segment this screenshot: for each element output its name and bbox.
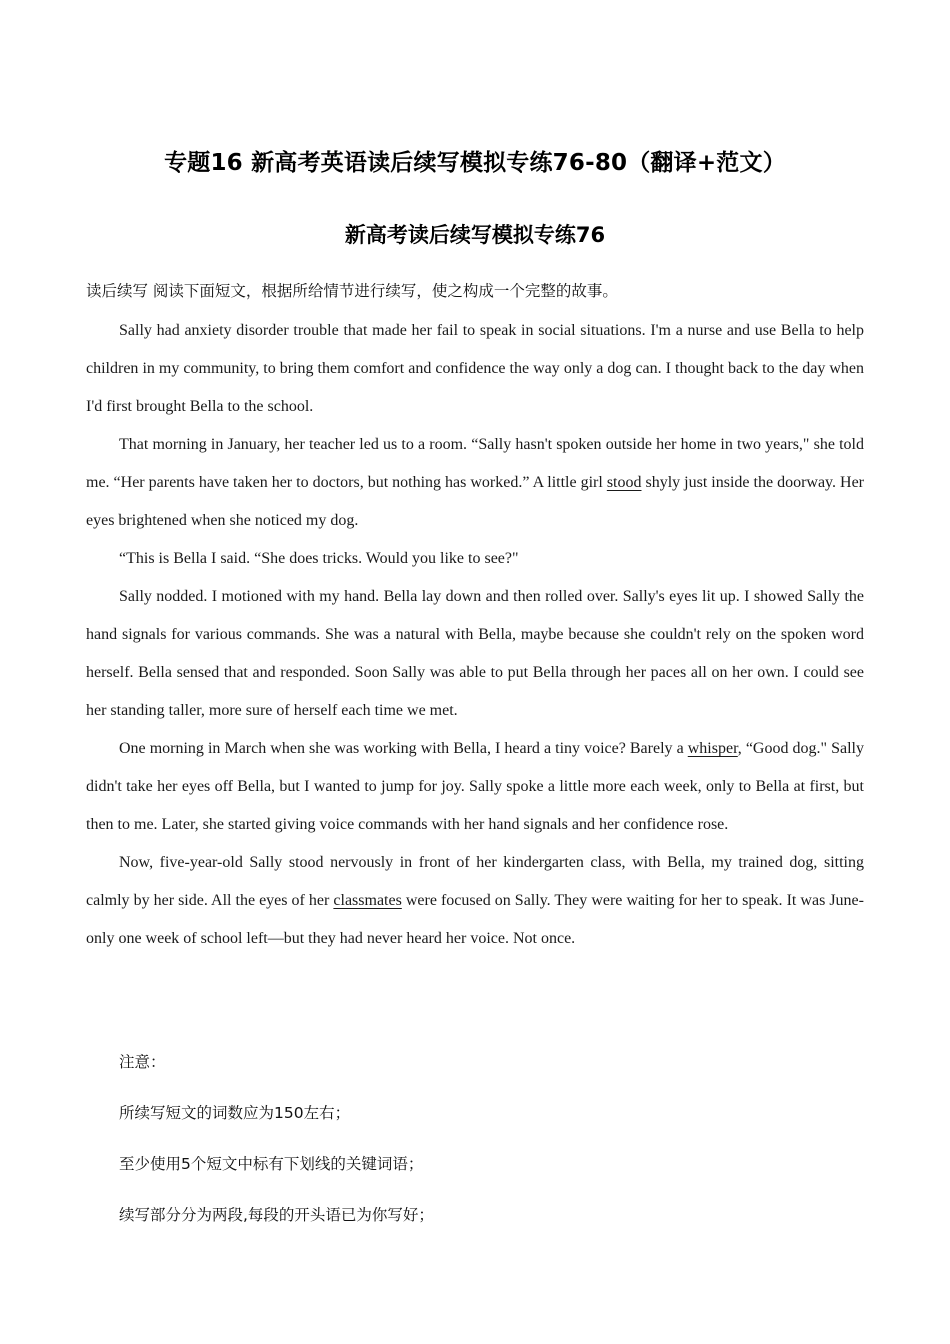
story-paragraph-6-text-a: Now, five-year-old Sally stood nervously in front of her kindergarten class, with Bella, my trained dog, sitting calmly by her side. All the eyes of her (86, 854, 864, 909)
document-subtitle: 新高考读后续写模拟专练76 (344, 223, 606, 247)
notes-heading: 注意： (119, 1053, 166, 1071)
story-paragraph-3: “This is Bella I said. “She does tricks. Would you like to see?" (119, 550, 519, 567)
underlined-keyword-whisper: whisper (687, 740, 738, 757)
story-paragraph-1: Sally had anxiety disorder trouble that made her fail to speak in social situations. I'm a nurse and use Bella to help children in my community, to bring them comfort and confidence the way only a dog can. I thought back to the day when I'd first brought Bella to the school. (86, 322, 864, 415)
story-text (86, 312, 864, 958)
story-paragraph-5-text-b: , “Good dog." Sally didn't take her eyes off Bella, but I wanted to jump for joy. Sally spoke a little more each week, only to Bella at first, but then to me. Later, she started giving voice commands with her hand signals and her confidence rose. (86, 740, 865, 833)
underlined-keyword-stood: stood (606, 474, 642, 491)
story-paragraph-5-text-a: One morning in March when she was working with Bella, I heard a tiny voice? Barely a (119, 740, 688, 757)
story-paragraph-5 (86, 730, 864, 844)
document-title: 专题16 新高考英语读后续写模拟专练76-80（翻译+范文） (164, 150, 786, 176)
story-paragraph-6-text-b: were focused on Sally. They were waiting for her to speak. It was June-only one week of school left—but they had never heard her voice. Not once. (86, 892, 864, 947)
note-item: 所续写短文的词数应为150左右； (119, 1104, 351, 1122)
notes-section (119, 1048, 859, 1252)
story-paragraph-2-text-b: shyly just inside the doorway. Her eyes brightened when she noticed my dog. (86, 474, 865, 529)
story-paragraph-2-text-a: That morning in January, her teacher led us to a room. “Sally hasn't spoken outside her home in two years," she told me. “Her parents have taken her to doctors, but nothing has worked.” A little girl (86, 436, 864, 491)
story-paragraph-2 (86, 426, 864, 540)
note-item: 至少使用5个短文中标有下划线的关键词语； (119, 1155, 424, 1173)
task-instruction: 读后续写 阅读下面短文，根据所给情节进行续写，使之构成一个完整的故事。 (86, 282, 618, 300)
story-paragraph-4: Sally nodded. I motioned with my hand. Bella lay down and then rolled over. Sally's eyes lit up. I showed Sally the hand signals for various commands. She was a natural with Bella, maybe because she couldn't rely on the spoken word herself. Bella sensed that and responded. Soon Sally was able to put Bella through her paces all on her own. I could see her standing taller, more sure of herself each time we met. (86, 588, 864, 719)
story-paragraph-6 (86, 844, 864, 958)
underlined-keyword-classmates: classmates (333, 892, 402, 909)
note-item: 续写部分分为两段,每段的开头语已为你写好； (119, 1206, 434, 1224)
